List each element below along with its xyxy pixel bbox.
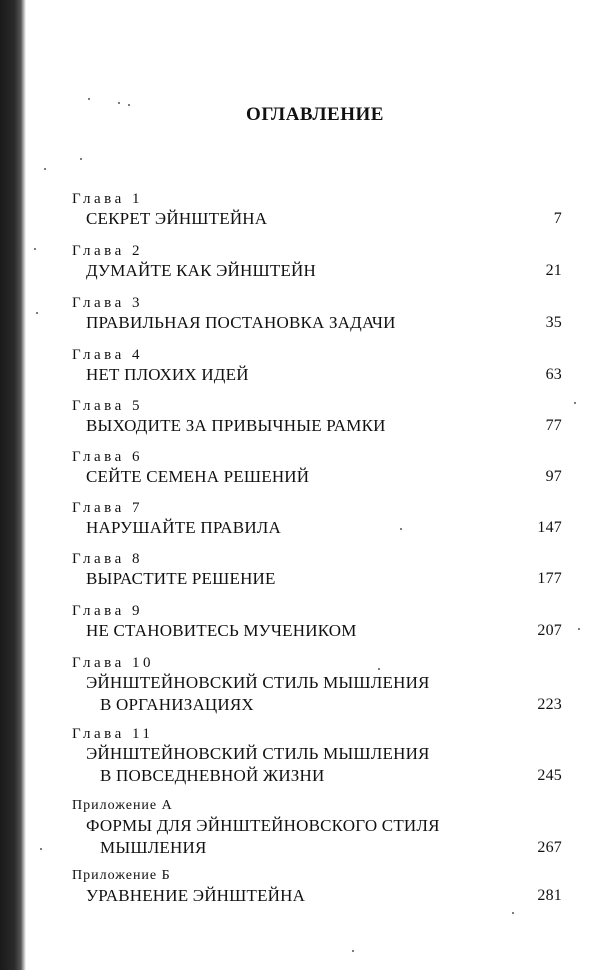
chapter-title (72, 517, 562, 539)
chapter-label: Глава 1 (72, 191, 143, 207)
toc-entry (72, 499, 562, 539)
page-number: 97 (545, 468, 562, 485)
toc-entry (72, 242, 562, 282)
scan-speck (44, 168, 46, 170)
scan-speck (512, 912, 514, 914)
chapter-title-text: ПРАВИЛЬНАЯ ПОСТАНОВКА ЗАДАЧИ (86, 313, 396, 332)
scan-speck (40, 848, 42, 850)
chapter-title (72, 620, 562, 642)
scan-speck (118, 102, 120, 104)
chapter-label: Глава 4 (72, 347, 143, 363)
chapter-label: Глава 10 (72, 655, 154, 671)
scan-speck (378, 668, 380, 670)
chapter-title-text: ВЫХОДИТЕ ЗА ПРИВЫЧНЫЕ РАМКИ (86, 416, 386, 435)
scan-speck (36, 312, 38, 314)
chapter-title-text: В ПОВСЕДНЕВНОЙ ЖИЗНИ (100, 766, 325, 785)
appendix-label: Приложение Б (72, 868, 171, 883)
chapter-title (72, 260, 562, 282)
chapter-title-text: ДУМАЙТЕ КАК ЭЙНШТЕЙН (86, 261, 316, 280)
toc-entry (72, 448, 562, 488)
scan-speck (128, 104, 130, 106)
page-number: 267 (537, 839, 562, 856)
chapter-label: Глава 7 (72, 500, 143, 516)
appendix-title-text: ФОРМЫ ДЛЯ ЭЙНШТЕЙНОВСКОГО СТИЛЯ (86, 816, 440, 835)
toc-entry (72, 294, 562, 334)
page-number: 21 (545, 262, 562, 279)
toc-entry (72, 725, 562, 787)
page-number: 281 (537, 887, 562, 904)
scan-speck (34, 248, 36, 250)
toc-entry (72, 346, 562, 386)
chapter-title-text: СЕКРЕТ ЭЙНШТЕЙНА (86, 209, 268, 228)
chapter-label: Глава 11 (72, 726, 154, 742)
scan-speck (88, 98, 90, 100)
toc-entry (72, 797, 562, 859)
appendix-label: Приложение А (72, 798, 173, 813)
appendix-title-continued (72, 837, 562, 859)
chapter-label: Глава 3 (72, 295, 143, 311)
scan-speck (578, 628, 580, 630)
chapter-label: Глава 8 (72, 551, 143, 567)
page-number: 147 (537, 519, 562, 536)
toc-entry (72, 602, 562, 642)
scan-speck (400, 528, 402, 530)
page-number: 223 (537, 696, 562, 713)
chapter-title-text: НАРУШАЙТЕ ПРАВИЛА (86, 518, 281, 537)
page-number: 207 (537, 622, 562, 639)
chapter-title (72, 743, 562, 765)
page-number: 177 (537, 570, 562, 587)
chapter-title-text: НЕ СТАНОВИТЕСЬ МУЧЕНИКОМ (86, 621, 357, 640)
scan-speck (80, 158, 82, 160)
chapter-title (72, 672, 562, 694)
toc-entry (72, 867, 562, 907)
toc-entry (72, 550, 562, 590)
toc-entry (72, 654, 562, 716)
chapter-title (72, 364, 562, 386)
chapter-title-continued (72, 765, 562, 787)
page-title: ОГЛАВЛЕНИЕ (246, 104, 384, 125)
chapter-title-text: НЕТ ПЛОХИХ ИДЕЙ (86, 365, 249, 384)
chapter-label: Глава 2 (72, 243, 143, 259)
chapter-title (72, 415, 562, 437)
chapter-title-text: ЭЙНШТЕЙНОВСКИЙ СТИЛЬ МЫШЛЕНИЯ (86, 744, 430, 763)
scan-speck (352, 950, 354, 952)
chapter-title-text: В ОРГАНИЗАЦИЯХ (100, 695, 254, 714)
chapter-title-text: ВЫРАСТИТЕ РЕШЕНИЕ (86, 569, 276, 588)
page-number: 245 (537, 767, 562, 784)
chapter-title-text: СЕЙТЕ СЕМЕНА РЕШЕНИЙ (86, 467, 310, 486)
scan-speck (574, 402, 576, 404)
chapter-label: Глава 6 (72, 449, 143, 465)
chapter-title (72, 312, 562, 334)
chapter-title (72, 208, 562, 230)
chapter-title (72, 466, 562, 488)
page-number: 63 (545, 366, 562, 383)
appendix-title (72, 885, 562, 907)
chapter-title (72, 568, 562, 590)
chapter-label: Глава 9 (72, 603, 143, 619)
chapter-title-text: ЭЙНШТЕЙНОВСКИЙ СТИЛЬ МЫШЛЕНИЯ (86, 673, 430, 692)
book-spine-shadow (0, 0, 26, 970)
chapter-title-continued (72, 694, 562, 716)
page-number: 35 (545, 314, 562, 331)
appendix-title-text: УРАВНЕНИЕ ЭЙНШТЕЙНА (86, 886, 306, 905)
appendix-title-text: МЫШЛЕНИЯ (100, 838, 207, 857)
page-number: 77 (545, 417, 562, 434)
page-number: 7 (553, 210, 562, 227)
toc-entry (72, 397, 562, 437)
appendix-title (72, 815, 562, 837)
chapter-label: Глава 5 (72, 398, 143, 414)
toc-entry (72, 190, 562, 230)
